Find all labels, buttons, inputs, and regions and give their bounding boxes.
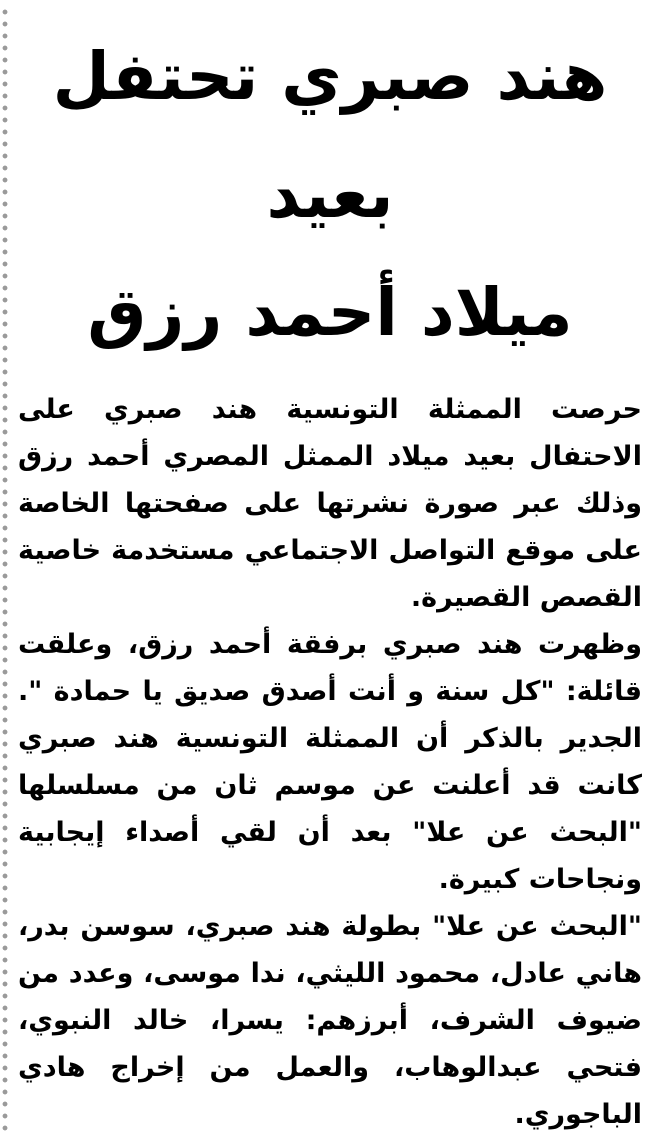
headline: [18, 0, 642, 372]
headline-line-1: هند صبري تحتفل بعيد: [52, 38, 608, 233]
paragraph-2: وظهرت هند صبري برفقة أحمد رزق، وعلقت قائلة: "كل سنة و أنت أصدق صديق يا حمادة ". الجدير بالذكر أن الممثلة التونسية هند صبري كانت قد أعلنت عن موسم ثان من مسلسلها "البحث عن علا" بعد أن لقي أصداء إيجابية ونجاحات كبيرة.: [18, 629, 642, 895]
paragraph-3: "البحث عن علا" بطولة هند صبري، سوسن بدر، هاني عادل، محمود الليثي، ندا موسى، وعدد من ضيوف الشرف، أبرزهم: يسرا، خالد النبوي، فتحي عبدالوهاب، والعمل من إخراج هادي الباجوري.: [18, 911, 642, 1130]
article-body: [18, 386, 642, 1138]
headline-line-2: ميلاد أحمد رزق: [87, 274, 573, 351]
news-article: [18, 0, 642, 1137]
paragraph-1: حرصت الممثلة التونسية هند صبري على الاحتفال بعيد ميلاد الممثل المصري أحمد رزق وذلك عبر صورة نشرتها على صفحتها الخاصة على موقع التواصل الاجتماعي مستخدمة خاصية القصص القصيرة.: [18, 394, 642, 613]
dotted-border: [0, 6, 10, 1131]
